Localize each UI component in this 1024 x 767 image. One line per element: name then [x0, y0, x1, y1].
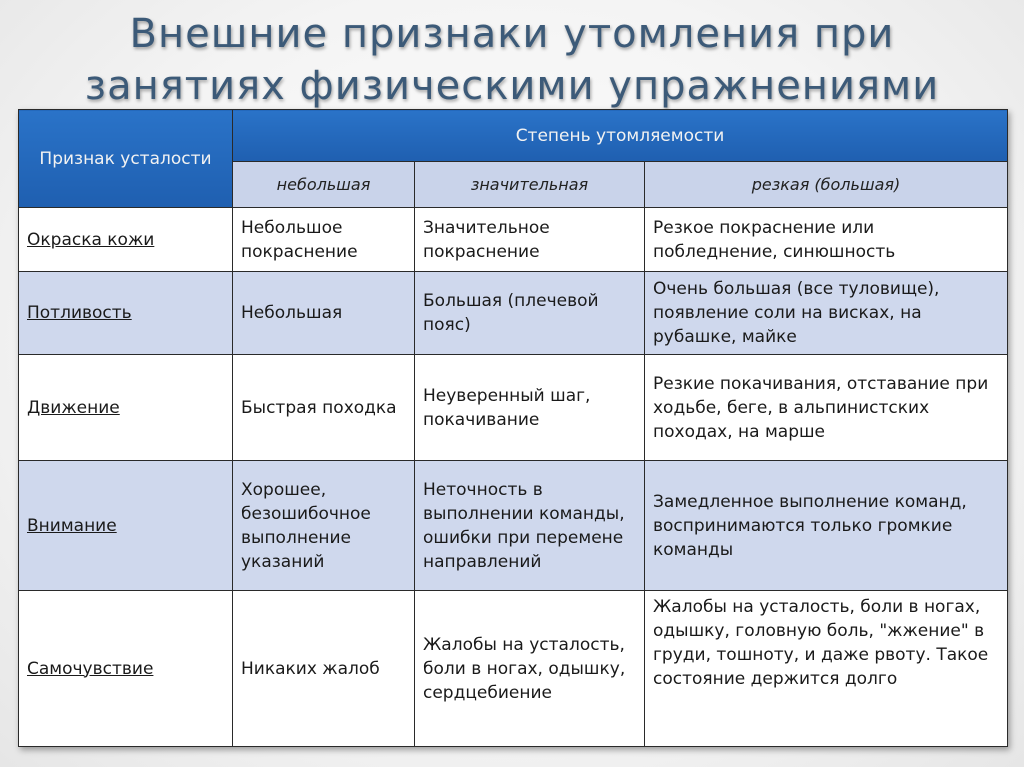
title-line-2: занятиях физическими упражнениями — [84, 63, 940, 109]
row-label-movement: Движение — [19, 355, 233, 461]
subheader-small: небольшая — [233, 162, 415, 208]
column-header-sign: Признак усталости — [19, 110, 233, 208]
table-cell: Резкое покраснение или побледнение, синюшность — [645, 208, 1008, 272]
table-cell: Хорошее, безошибочное выполнение указаний — [233, 461, 415, 591]
row-label-attention: Внимание — [19, 461, 233, 591]
table-row — [19, 461, 1008, 591]
table-cell: Небольшая — [233, 272, 415, 355]
table-cell: Неточность в выполнении команды, ошибки при перемене направлений — [415, 461, 645, 591]
table-cell: Замедленное выполнение команд, воспринимаются только громкие команды — [645, 461, 1008, 591]
table-cell: Небольшое покраснение — [233, 208, 415, 272]
subheader-sharp: резкая (большая) — [645, 162, 1008, 208]
column-header-degree: Степень утомляемости — [233, 110, 1008, 162]
table-row — [19, 208, 1008, 272]
table-row — [19, 355, 1008, 461]
table-cell: Значительное покраснение — [415, 208, 645, 272]
title-line-1: Внешние признаки утомления при — [129, 11, 895, 57]
table-cell: Неуверенный шаг, покачивание — [415, 355, 645, 461]
page-title — [0, 8, 1024, 112]
subheader-significant: значительная — [415, 162, 645, 208]
table-cell: Жалобы на усталость, боли в ногах, одышку, сердцебиение — [415, 591, 645, 747]
table-row — [19, 272, 1008, 355]
table-row — [19, 591, 1008, 747]
table-cell: Быстрая походка — [233, 355, 415, 461]
table-cell: Большая (плечевой пояс) — [415, 272, 645, 355]
table-cell: Резкие покачивания, отставание при ходьбе, беге, в альпинистских походах, на марше — [645, 355, 1008, 461]
fatigue-table — [18, 109, 1008, 747]
row-label-wellbeing: Самочувствие — [19, 591, 233, 747]
table-cell: Жалобы на усталость, боли в ногах, одышку, головную боль, "жжение" в груди, тошноту, и даже рвоту. Такое состояние держится долго — [645, 591, 1008, 747]
row-label-skin: Окраска кожи — [19, 208, 233, 272]
row-label-sweating: Потливость — [19, 272, 233, 355]
table-cell: Очень большая (все туловище), появление соли на висках, на рубашке, майке — [645, 272, 1008, 355]
table-cell: Никаких жалоб — [233, 591, 415, 747]
